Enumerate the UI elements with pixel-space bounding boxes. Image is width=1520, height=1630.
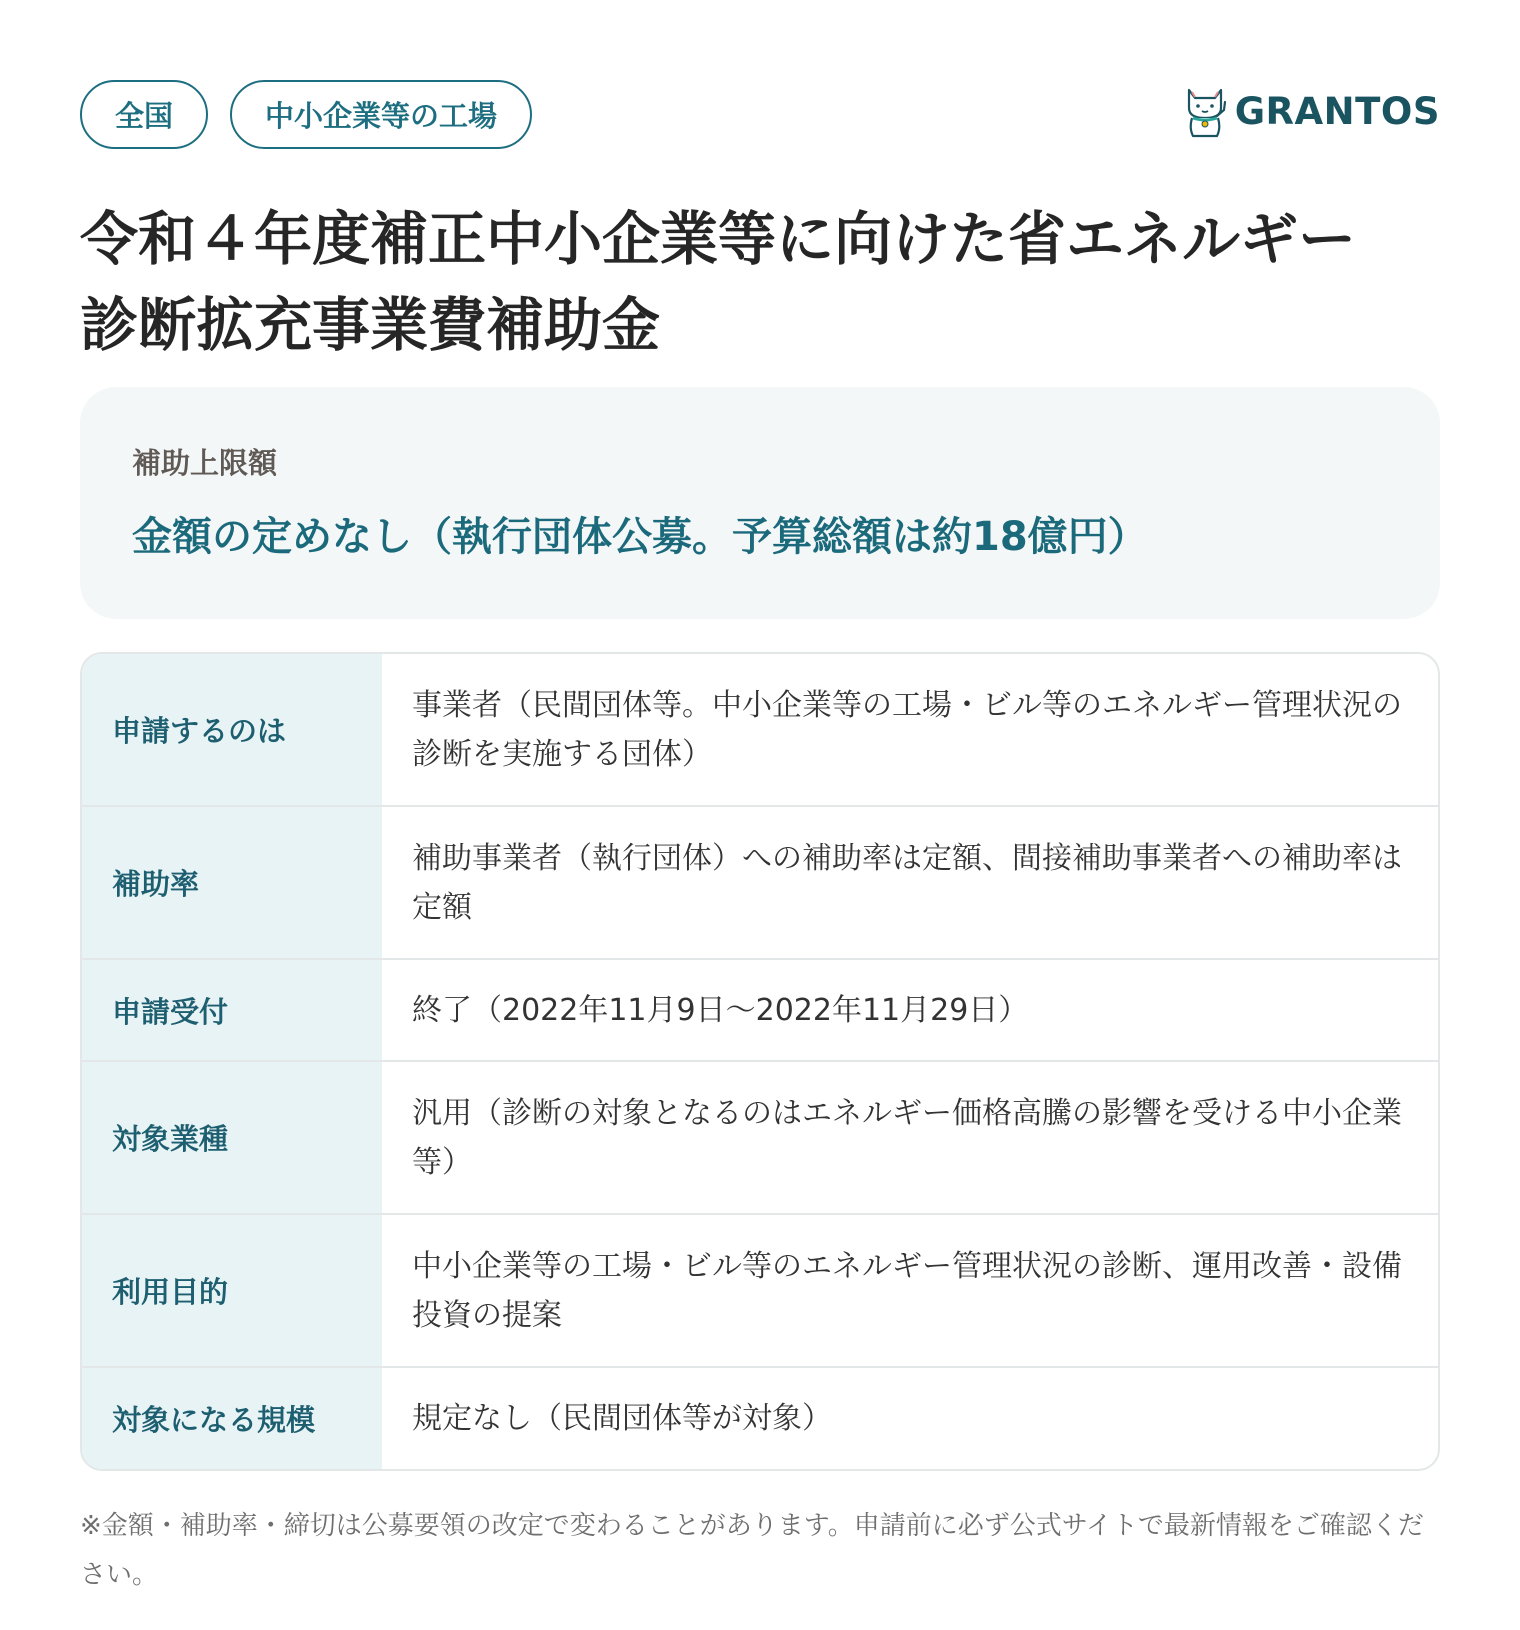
- row-value-applicant: 事業者（民間団体等。中小企業等の工場・ビル等のエネルギー管理状況の診断を実施する団体）: [412, 687, 1402, 772]
- row-value-industry: 汎用（診断の対象となるのはエネルギー価格高騰の影響を受ける中小企業等）: [412, 1095, 1402, 1180]
- row-value-subsidy-rate: 補助事業者（執行団体）への補助率は定額、間接補助事業者への補助率は定額: [412, 840, 1402, 925]
- title-line-1: 令和４年度補正中小企業等に向けた省エネルギー: [80, 205, 1357, 273]
- table-row: [82, 1366, 1438, 1469]
- table-row: [82, 1060, 1438, 1213]
- row-label-applicant: 申請するのは: [82, 654, 382, 805]
- subsidy-limit-value: 金額の定めなし（執行団体公募。予算総額は約18億円）: [132, 514, 1148, 560]
- grantos-logo: [1183, 84, 1440, 138]
- maneki-neko-cat-icon: [1183, 84, 1227, 138]
- subsidy-limit-box: [80, 387, 1440, 619]
- tag-region[interactable]: 全国: [80, 80, 208, 149]
- row-label-purpose: 利用目的: [82, 1215, 382, 1366]
- row-value-purpose: 中小企業等の工場・ビル等のエネルギー管理状況の診断、運用改善・設備投資の提案: [412, 1248, 1402, 1333]
- header-row: [80, 80, 1440, 150]
- table-row: [82, 805, 1438, 958]
- logo-wordmark: GRANTOS: [1234, 89, 1440, 133]
- details-table: [80, 652, 1440, 1471]
- row-label-application-period: 申請受付: [82, 960, 382, 1060]
- row-value-scale: 規定なし（民間団体等が対象）: [412, 1401, 832, 1436]
- table-row: [82, 1213, 1438, 1366]
- table-row: [82, 654, 1438, 805]
- title-line-2: 診断拡充事業費補助金: [80, 291, 661, 359]
- row-label-scale: 対象になる規模: [82, 1368, 382, 1469]
- page-title: [80, 196, 1440, 368]
- row-label-subsidy-rate: 補助率: [82, 807, 382, 958]
- row-value-application-period: 終了（2022年11月9日～2022年11月29日）: [412, 992, 1029, 1028]
- disclaimer-note: ※金額・補助率・締切は公募要領の改定で変わることがあります。申請前に必ず公式サイトで最新情報をご確認ください。: [80, 1511, 1424, 1590]
- subsidy-limit-label: 補助上限額: [132, 446, 278, 480]
- row-label-industry: 対象業種: [82, 1062, 382, 1213]
- tag-target[interactable]: 中小企業等の工場: [230, 80, 532, 149]
- table-row: [82, 958, 1438, 1060]
